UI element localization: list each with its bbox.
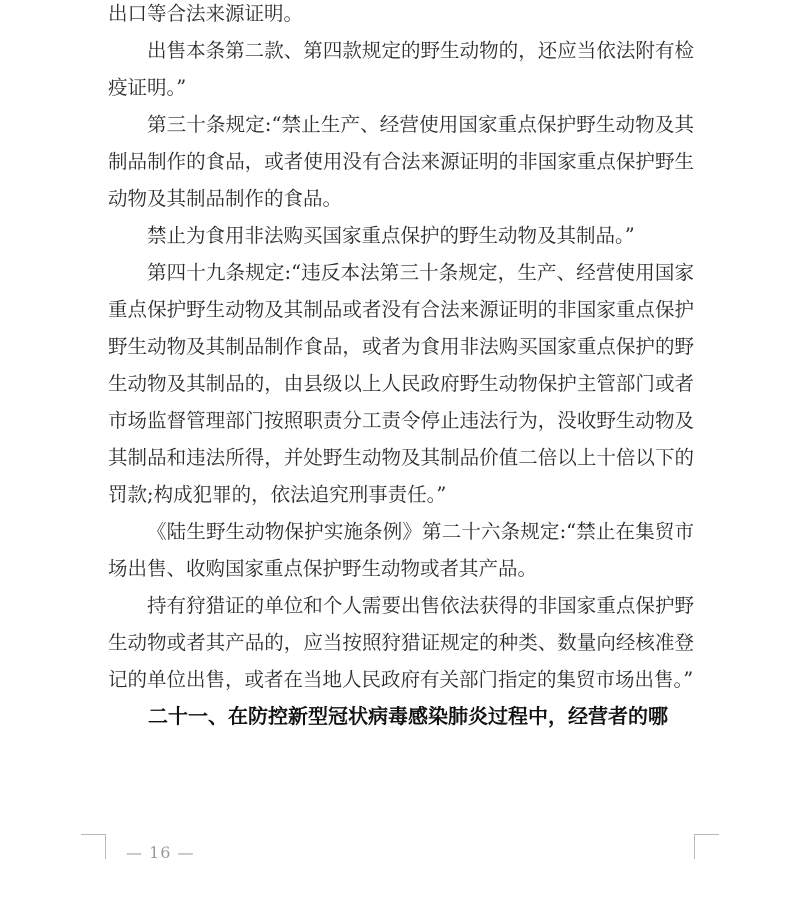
paragraph-7: 持有狩猎证的单位和个人需要出售依法获得的非国家重点保护野生动物或者其产品的，应当按照狩猎证规定的种类、数量向经核准登记的单位出售，或者在当地人民政府有关部门指定的集贸市场出售。”: [108, 594, 694, 691]
page-number: — 16 —: [126, 843, 195, 862]
paragraph-3: 第三十条规定:“禁止生产、经营使用国家重点保护野生动物及其制品制作的食品，或者使用没有合法来源证明的非国家重点保护野生动物及其制品制作的食品。: [108, 113, 694, 210]
paragraph-5: 第四十九条规定:“违反本法第三十条规定，生产、经营使用国家重点保护野生动物及其制品或者没有合法来源证明的非国家重点保护野生动物及其制品制作食品，或者为食用非法购买国家重点保护的野生动物及其制品的，由县级以上人民政府野生动物保护主管部门或者市场监督管理部门按照职责分工责令停止违法行为，没收野生动物及其制品和违法所得，并处野生动物及其制品价值二倍以上十倍以下的罚款;构成犯罪的，依法追究刑事责任。”: [108, 261, 694, 506]
section-heading: 二十一、在防控新型冠状病毒感染肺炎过程中，经营者的哪: [148, 704, 668, 728]
crop-mark-right: [694, 834, 719, 859]
paragraph-6: 《陆生野生动物保护实施条例》第二十六条规定:“禁止在集贸市场出售、收购国家重点保护野生动物或者其产品。: [108, 520, 694, 580]
paragraph-1: 出口等合法来源证明。: [108, 2, 304, 25]
paragraph-4: 禁止为食用非法购买国家重点保护的野生动物及其制品。”: [147, 224, 635, 247]
paragraph-2: 出售本条第二款、第四款规定的野生动物的，还应当依法附有检疫证明。”: [108, 39, 694, 99]
body-text: [108, 0, 694, 735]
crop-mark-left: [81, 834, 106, 859]
